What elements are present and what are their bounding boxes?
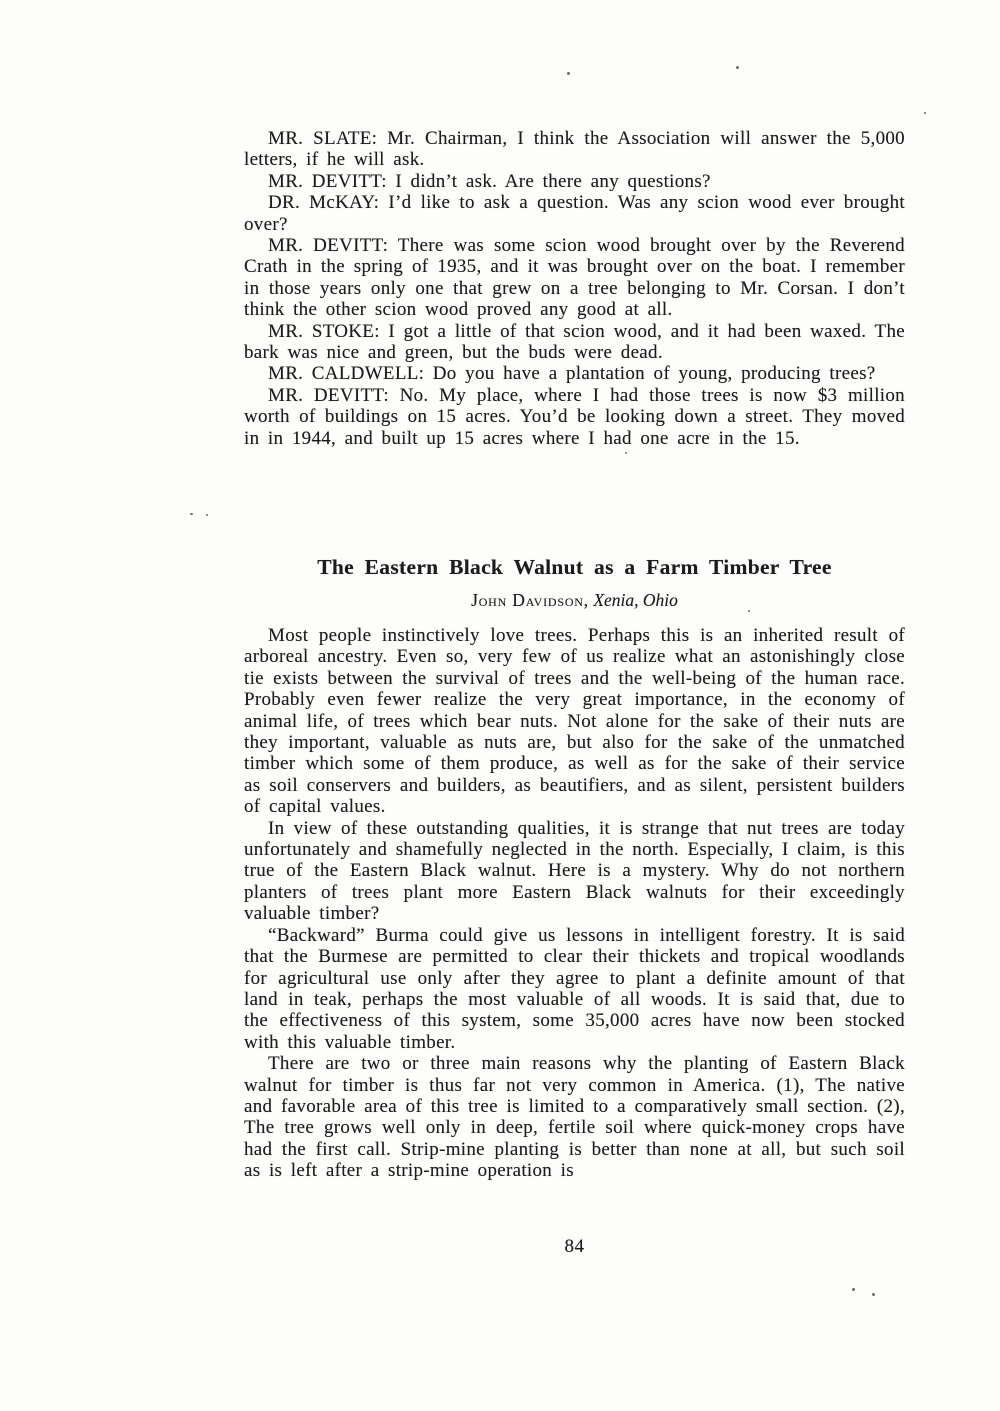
speaker-name: MR. SLATE: [268, 128, 378, 149]
speaker-name: DR. McKAY: [268, 192, 380, 214]
speaker-name: MR. CALDWELL: [268, 363, 425, 385]
speaker-name: MR. DEVITT: [268, 235, 389, 257]
scan-speckle [748, 610, 750, 612]
dialogue-paragraph [244, 321, 905, 364]
author-location: Xenia, Ohio [593, 590, 678, 610]
dialogue-paragraph [244, 235, 905, 321]
dialogue-text: Mr. Chairman, I think the Association will answer the 5,000 letters, if he will ask. [244, 128, 905, 171]
article-title: The Eastern Black Walnut as a Farm Timber Tree [317, 555, 832, 579]
article-paragraph: “Backward” Burma could give us lessons in intelligent forestry. It is said that the Burmese are permitted to clear their thickets and tropical woodlands for agricultural use only after they agree to plant a definite amount of that land in teak, perhaps the most valuable of all woods. It is said that, due to the effectiveness of this system, some 35,000 acres have now been stocked with this valuable timber. [244, 924, 905, 1053]
speaker-name: MR. DEVITT: [268, 170, 387, 192]
speaker-name: MR. DEVITT: [268, 384, 389, 406]
scan-speckle [190, 513, 193, 515]
article-paragraph: In view of these outstanding qualities, it is strange that nut trees are today unfortunately and shamefully neglected in the north. Especially, I claim, is this true of the Eastern Black walnut. Here is a mystery. Why do not northern planters of trees plant more Eastern Black walnuts for their exceedingly valuable timber? [244, 817, 905, 925]
article-byline [244, 590, 905, 610]
dialogue-text: There was some scion wood brought over by the Reverend Crath in the spring of 1935, and it was brought over on the boat. I remember in those years only one that grew on a tree belonging to Mr. Corsan. I don’t think the other scion wood proved any good at all. [244, 235, 905, 321]
scan-speckle [736, 66, 739, 69]
dialogue-paragraph [244, 363, 905, 384]
scan-speckle [924, 112, 926, 114]
scan-speckle [206, 514, 208, 516]
dialogue-text: No. My place, where I had those trees is now $3 million worth of buildings on 15 acres. You’d be looking down a street. They moved in in 1944, and built up 15 acres where I had one acre in the 15. [244, 384, 905, 449]
dialogue-text: I got a little of that scion wood, and it had been waxed. The bark was nice and green, but the buds were dead. [244, 320, 905, 364]
article [244, 554, 905, 1182]
article-paragraph: Most people instinctively love trees. Perhaps this is an inherited result of arboreal ancestry. Even so, very few of us realize what an astonishingly close tie exists between the survival of trees and the well-being of the human race. Probably even fewer realize the very great importance, in the economy of animal life, of trees which bear nuts. Not alone for the sake of their nuts are they important, valuable as nuts are, but also for the sake of the unmatched timber which some of them produce, as well as for the sake of their service as soil conservers and builders, as beautifiers, and as silent, persistent builders of capital values. [244, 625, 905, 818]
dialogue-paragraph [244, 385, 905, 449]
dialogue-text: I didn’t ask. Are there any questions? [395, 170, 711, 192]
author-name: John Davidson, [471, 590, 589, 610]
dialogue-text: Do you have a plantation of young, producing trees? [432, 363, 876, 385]
dialogue-paragraph [244, 128, 905, 171]
dialogue-text: I’d like to ask a question. Was any scion wood ever brought over? [244, 192, 905, 235]
scan-speckle [872, 1293, 875, 1296]
scan-speckle [567, 72, 570, 75]
scan-speckle [625, 452, 627, 454]
dialogue-paragraph [244, 192, 905, 235]
page-number: 84 [564, 1236, 585, 1257]
article-paragraph: There are two or three main reasons why the planting of Eastern Black walnut for timber is thus far not very common in America. (1), The native and favorable area of this tree is limited to a comparatively small section. (2), The tree grows well only in deep, fertile soil where quick-money crops have had the first call. Strip-mine planting is better than none at all, but such soil as is left after a strip-mine operation is [244, 1053, 905, 1182]
speaker-name: MR. STOKE: [268, 320, 380, 342]
dialogue-paragraph [244, 171, 905, 192]
scan-speckle [852, 1288, 855, 1291]
meeting-dialogue [244, 128, 905, 449]
